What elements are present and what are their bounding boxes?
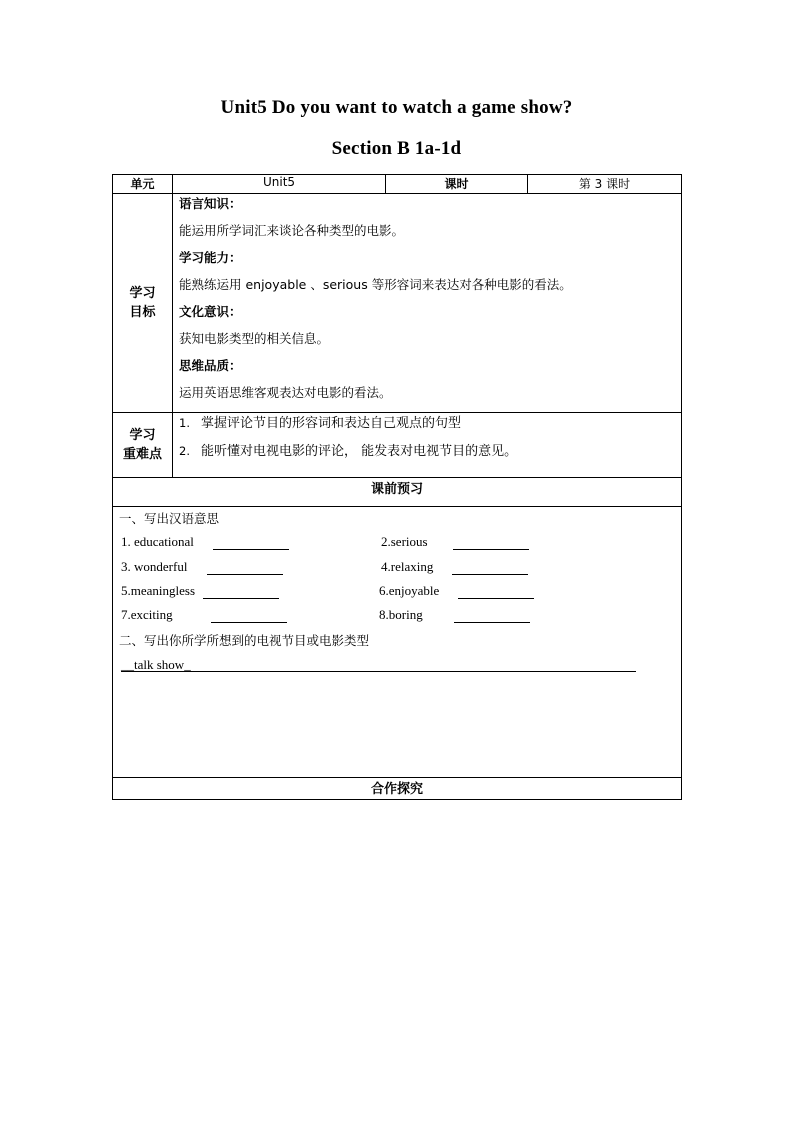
key-point-number: 2. <box>179 444 190 458</box>
answer-blank[interactable] <box>453 537 529 550</box>
preview-content <box>113 507 682 778</box>
vocab-word: 3. wonderful <box>121 559 188 574</box>
vocab-word: 7.exciting <box>121 607 173 622</box>
header-row <box>113 175 682 194</box>
objectives-row <box>113 194 682 413</box>
objectives-content <box>173 194 682 413</box>
vocab-word: 1. educational <box>121 534 194 549</box>
objective-heading: 文化意识： <box>179 304 242 319</box>
vocab-item-5 <box>121 583 195 599</box>
vocab-item-1 <box>121 534 194 550</box>
objectives-label <box>113 194 173 413</box>
vocab-word: 2.serious <box>381 534 428 549</box>
answer-blank[interactable] <box>213 537 289 550</box>
key-points-label-line2: 重难点 <box>122 447 162 462</box>
answer-blank[interactable] <box>211 610 287 623</box>
key-point-item <box>179 413 681 441</box>
objective-text: 运用英语思维客观表达对电影的看法。 <box>179 385 392 400</box>
unit-value: Unit5 <box>173 175 386 194</box>
vocab-word: 8.boring <box>379 607 423 622</box>
unit-label: 单元 <box>113 175 173 194</box>
answer-line[interactable] <box>121 655 636 672</box>
answer-blank[interactable] <box>452 562 528 575</box>
objectives-label-line1: 学习 <box>129 286 156 301</box>
preview-section1-heading: 一、写出汉语意思 <box>119 511 220 526</box>
answer-blank[interactable] <box>203 586 279 599</box>
period-value: 第 3 课时 <box>528 175 682 194</box>
vocab-item-6 <box>379 583 439 599</box>
vocab-item-7 <box>121 607 173 623</box>
document-title: Unit5 Do you want to watch a game show? <box>220 97 573 118</box>
vocab-item-4 <box>381 559 433 575</box>
preview-section2-heading: 二、写出你所学所想到的电视节目或电影类型 <box>119 633 370 648</box>
lesson-plan-table <box>112 174 682 800</box>
document-subtitle: Section B 1a-1d <box>331 138 462 159</box>
vocab-item-2 <box>381 534 428 550</box>
period-label: 课时 <box>386 175 528 194</box>
answer-blank[interactable] <box>207 562 283 575</box>
vocab-word: 6.enjoyable <box>379 583 440 598</box>
objective-text: 能熟练运用 enjoyable 、serious 等形容词来表达对各种电影的看法。 <box>179 277 572 292</box>
key-point-number: 1. <box>179 416 190 430</box>
preview-band: 课前预习 <box>113 478 682 507</box>
key-point-text: 能听懂对电视电影的评论， 能发表对电视节目的意见。 <box>201 444 518 459</box>
key-points-label <box>113 413 173 478</box>
key-point-item <box>179 441 681 469</box>
objective-text: 能运用所学词汇来谈论各种类型的电影。 <box>179 223 405 238</box>
objectives-label-line2: 目标 <box>129 305 156 320</box>
objective-heading: 思维品质： <box>179 358 242 373</box>
vocab-word: 4.relaxing <box>381 559 434 574</box>
answer-blank[interactable] <box>454 610 530 623</box>
objective-text: 获知电影类型的相关信息。 <box>179 331 330 346</box>
key-points-content <box>173 413 682 478</box>
cooperation-band-row <box>113 778 682 800</box>
key-points-row <box>113 413 682 478</box>
preview-band-row <box>113 478 682 507</box>
vocab-item-8 <box>379 607 423 623</box>
key-point-text: 掌握评论节目的形容词和表达自己观点的句型 <box>201 416 462 431</box>
objective-heading: 学习能力： <box>179 250 242 265</box>
key-points-label-line1: 学习 <box>129 428 156 443</box>
vocab-word: 5.meaningless <box>121 583 196 598</box>
preview-row <box>113 507 682 778</box>
objective-heading: 语言知识： <box>179 196 242 211</box>
vocab-item-3 <box>121 559 187 575</box>
answer-blank[interactable] <box>458 586 534 599</box>
answer-text: __talk show_ <box>121 657 191 672</box>
cooperation-band: 合作探究 <box>113 778 682 800</box>
